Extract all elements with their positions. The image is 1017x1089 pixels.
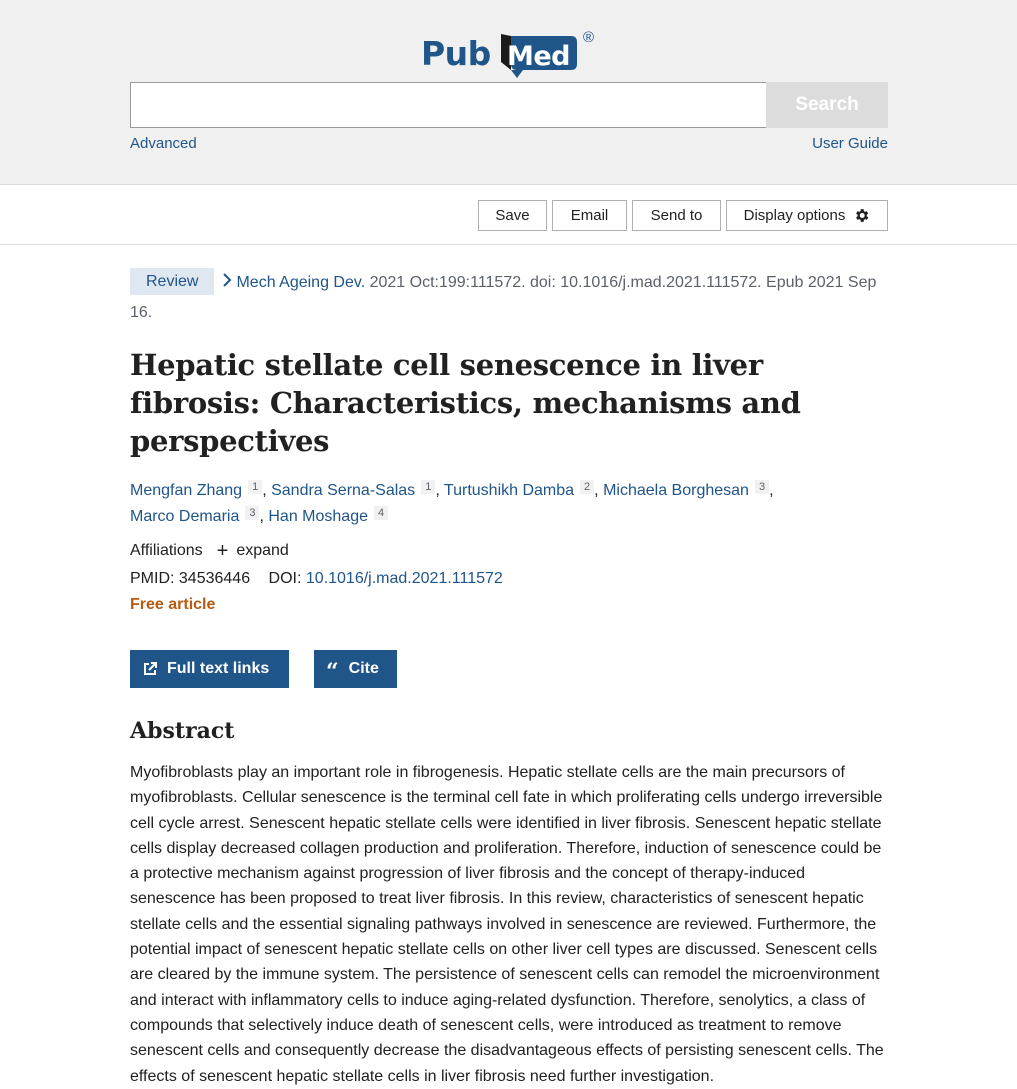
affiliation-number[interactable]: 2 bbox=[580, 480, 594, 494]
full-text-links-button[interactable] bbox=[130, 650, 289, 688]
plus-icon: + bbox=[216, 540, 229, 562]
affiliations-toggle[interactable] bbox=[130, 542, 888, 560]
external-link-icon bbox=[143, 662, 157, 676]
site-header bbox=[0, 0, 1017, 185]
author-link[interactable]: Han Moshage bbox=[268, 508, 368, 525]
affiliation-number[interactable]: 3 bbox=[245, 506, 259, 520]
send-to-label: Send to bbox=[650, 207, 703, 224]
send-to-button[interactable] bbox=[632, 200, 721, 231]
author-link[interactable]: Michaela Borghesan bbox=[603, 482, 749, 499]
doi-label: DOI: bbox=[268, 570, 302, 587]
cite-label: Cite bbox=[348, 660, 379, 677]
citation-details: 2021 Oct:199:111572. doi: 10.1016/j.mad.2021.111572. Epub 2021 Sep 16. bbox=[130, 274, 877, 321]
registered-mark: ® bbox=[583, 29, 595, 46]
display-options-button[interactable] bbox=[726, 200, 888, 231]
pubmed-logo[interactable] bbox=[421, 20, 601, 82]
save-button[interactable] bbox=[478, 200, 547, 231]
article-toolbar bbox=[0, 186, 1017, 245]
article-content bbox=[130, 268, 888, 1089]
pmid-label: PMID: bbox=[130, 570, 175, 587]
article-identifiers bbox=[130, 570, 888, 588]
advanced-search-link[interactable]: Advanced bbox=[130, 135, 197, 152]
expand-label: expand bbox=[236, 542, 289, 559]
author-link[interactable]: Mengfan Zhang bbox=[130, 482, 243, 499]
citation-line bbox=[130, 268, 888, 328]
journal-link[interactable]: Mech Ageing Dev. bbox=[236, 274, 366, 291]
affiliations-label: Affiliations bbox=[130, 542, 203, 559]
doi-link[interactable]: 10.1016/j.mad.2021.111572 bbox=[305, 570, 503, 587]
affiliation-number[interactable]: 1 bbox=[248, 480, 262, 494]
chevron-right-icon bbox=[222, 273, 232, 287]
review-badge: Review bbox=[130, 268, 214, 295]
gear-icon bbox=[853, 207, 870, 224]
search-input[interactable] bbox=[130, 82, 767, 128]
pmid-value: 34536446 bbox=[178, 570, 251, 587]
logo-med-badge bbox=[497, 34, 581, 78]
affiliation-number[interactable]: 3 bbox=[755, 480, 769, 494]
user-guide-link[interactable]: User Guide bbox=[812, 135, 888, 152]
author-link[interactable]: Marco Demaria bbox=[130, 508, 240, 525]
author-link[interactable]: Sandra Serna-Salas bbox=[271, 482, 416, 499]
abstract-heading: Abstract bbox=[130, 718, 235, 744]
cite-button[interactable] bbox=[314, 650, 397, 688]
logo-med-text: Med bbox=[507, 41, 571, 72]
display-options-label: Display options bbox=[743, 207, 846, 224]
abstract-text: Myofibroblasts play an important role in fibrogenesis. Hepatic stellate cells are the main precursors of myofibroblasts. Cellular senescence is the terminal cell fate in which proliferating cells undergo irreversible cell cycle arrest. Senescent hepatic stellate cells were identified in liver fibrosis. Senescent hepatic stellate cells display decreased collagen production and proliferation. Therefore, induction of senescence could be a protective mechanism against progression of liver fibrosis and the concept of therapy-induced senescence has been proposed to treat liver fibrosis. In this review, characteristics of senescent hepatic stellate cells and the essential signaling pathways involved in senescence are reviewed. Furthermore, the potential impact of senescent hepatic stellate cells on other liver cell types are discussed. Senescent cells are cleared by the immune system. The persistence of senescent cells can remodel the microenvironment and interact with inflammatory cells to induce aging-related dysfunction. Therefore, senolytics, a class of compounds that selectively induce death of senescent cells, were introduced as treatment to remove senescent cells and consequently decrease the disadvantageous effects of persisting senescent cells. The effects of senescent hepatic stellate cells in liver fibrosis need further investigation. bbox=[130, 764, 884, 1085]
affiliation-number[interactable]: 4 bbox=[374, 506, 388, 520]
free-article-label: Free article bbox=[130, 596, 216, 613]
affiliation-number[interactable]: 1 bbox=[421, 480, 435, 494]
email-label: Email bbox=[570, 207, 609, 224]
article-actions bbox=[130, 650, 888, 688]
author-link[interactable]: Turtushikh Damba bbox=[443, 482, 575, 499]
full-text-links-label: Full text links bbox=[167, 660, 270, 677]
author-list: Mengfan Zhang 1 , Sandra Serna-Salas 1 , Turtushikh Damba 2 , Michaela Borghesan 3 , Marco Demaria 3 , Han Moshage 4 bbox=[130, 481, 774, 525]
search-button[interactable]: Search bbox=[766, 82, 888, 128]
article-title: Hepatic stellate cell senescence in liver fibrosis: Characteristics, mechanisms and perspectives bbox=[130, 348, 801, 458]
quote-icon: “ bbox=[326, 659, 339, 685]
logo-pub-text: Pub bbox=[421, 34, 491, 73]
email-button[interactable] bbox=[552, 200, 627, 231]
save-label: Save bbox=[495, 207, 530, 224]
